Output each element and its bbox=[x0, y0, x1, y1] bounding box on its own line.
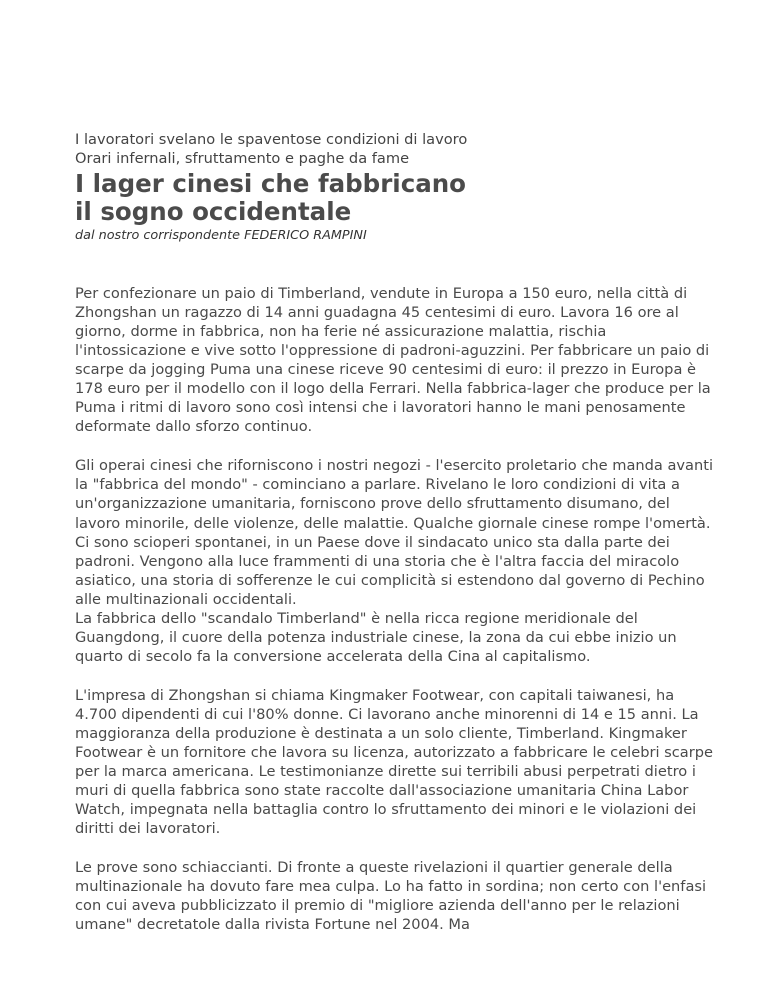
title-line-2: il sogno occidentale bbox=[75, 197, 352, 226]
paragraph-5: Le prove sono schiaccianti. Di fronte a queste rivelazioni il quartier generale della multinazionale ha dovuto fare mea culpa. Lo ha fatto in sordina; non certo con l'enfasi con cui aveva pubblicizzato il premio di "migliore azienda dell'anno per le relazioni umane" decretatole dalla rivista Fortune nel 2004. Ma bbox=[75, 859, 707, 934]
paragraph-2: Gli operai cinesi che riforniscono i nostri negozi - l'esercito proletario che manda avanti la "fabbrica del mondo" - cominciano a parlare. Rivelano le loro condizioni di vita a un'organizzazione umanitaria, forniscono prove dello sfruttamento disumano, del lavoro minorile, delle violenze, delle malattie. Qualche giornale cinese rompe l'omertà. Ci sono scioperi spontanei, in un Paese dove il sindacato unico sta dalla parte dei padroni. Vengono alla luce frammenti di una storia che è l'altra faccia del miracolo asiatico, una storia di sofferenze le cui complicità si estendono dal governo di Pechino alle multinazionali occidentali. bbox=[75, 457, 714, 608]
article-body bbox=[75, 284, 715, 934]
title-line-1: I lager cinesi che fabbricano bbox=[75, 169, 467, 198]
article-title bbox=[75, 170, 715, 226]
kicker-line-1: I lavoratori svelano le spaventose condizioni di lavoro bbox=[75, 131, 468, 148]
paragraph-4: L'impresa di Zhongshan si chiama Kingmaker Footwear, con capitali taiwanesi, ha 4.700 dipendenti di cui l'80% donne. Ci lavorano anche minorenni di 14 e 15 anni. La maggioranza della produzione è destinata a un solo cliente, Timberland. Kingmaker Footwear è un fornitore che lavora su licenza, autorizzato a fabbricare le celebri scarpe per la marca americana. Le testimonianze dirette sui terribili abusi perpetrati dietro i muri di quella fabbrica sono state raccolte dall'associazione umanitaria China Labor Watch, impegnata nella battaglia contro lo sfruttamento dei minori e le violazioni dei diritti dei lavoratori. bbox=[75, 686, 713, 838]
paragraph-3: La fabbrica dello "scandalo Timberland" è nella ricca regione meridionale del Guangdong, il cuore della potenza industriale cinese, la zona da cui ebbe inizio un quarto di secolo fa la conversione accelerata della Cina al capitalismo. bbox=[75, 609, 677, 665]
paragraph-1: Per confezionare un paio di Timberland, vendute in Europa a 150 euro, nella città di Zhongshan un ragazzo di 14 anni guadagna 45 centesimi di euro. Lavora 16 ore al giorno, dorme in fabbrica, non ha ferie né assicurazione malattia, rischia l'intossicazione e vive sotto l'oppressione di padroni-aguzzini. Per fabbricare un paio di scarpe da jogging Puma una cinese riceve 90 centesimi di euro: il prezzo in Europa è 178 euro per il modello con il logo della Ferrari. Nella fabbrica-lager che produce per la Puma i ritmi di lavoro sono così intensi che i lavoratori hanno le mani penosamente deformate dallo sforzo continuo. bbox=[75, 285, 711, 436]
kicker-line-2: Orari infernali, sfruttamento e paghe da fame bbox=[75, 150, 410, 167]
byline: dal nostro corrispondente FEDERICO RAMPINI bbox=[75, 228, 367, 243]
article bbox=[75, 130, 715, 954]
